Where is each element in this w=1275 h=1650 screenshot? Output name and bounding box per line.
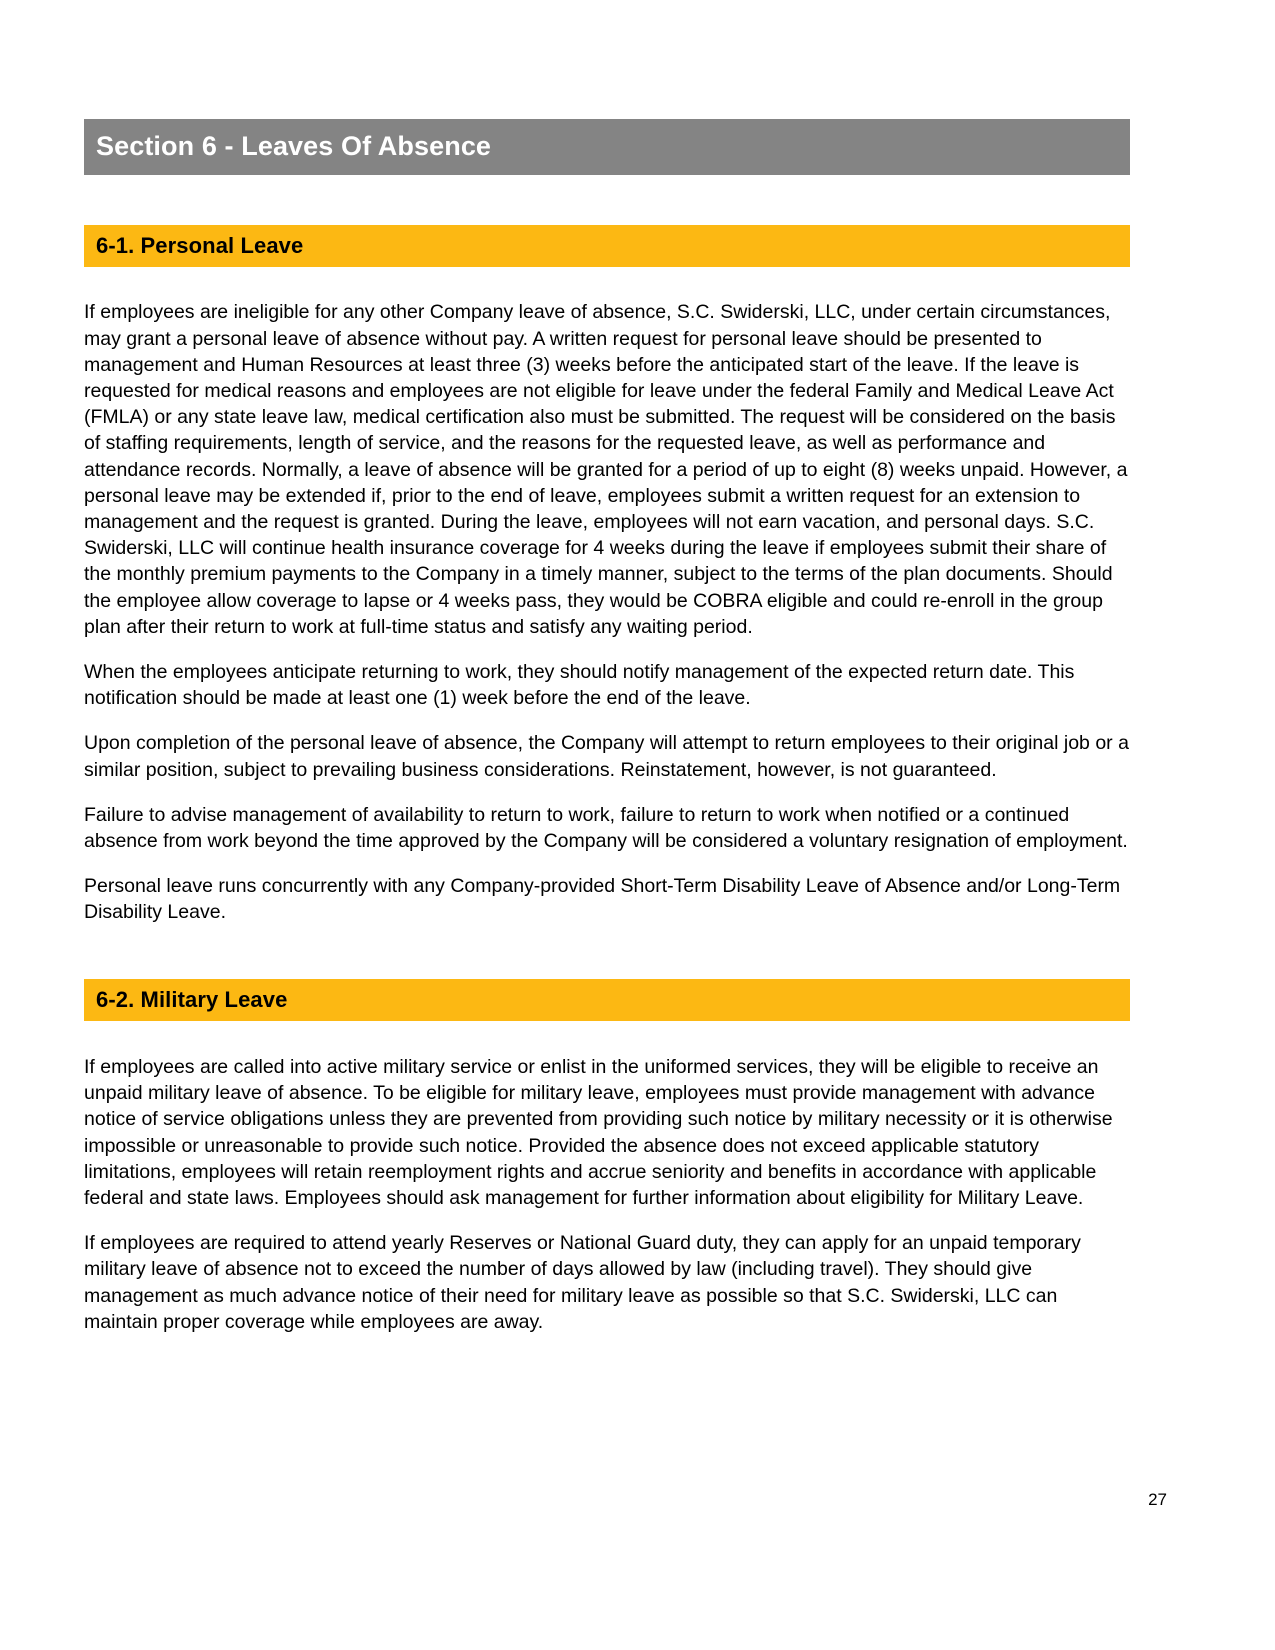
paragraph: Upon completion of the personal leave of absence, the Company will attempt to return employees to their original job or a similar position, subject to prevailing business considerations. Reinstatement, however, is not guaranteed.	[84, 732, 1129, 781]
paragraph: Failure to advise management of availability to return to work, failure to return to work when notified or a continued absence from work beyond the time approved by the Company will be considered a voluntary resignation of employment.	[84, 803, 1128, 852]
page-number: 27	[1148, 1490, 1167, 1509]
paragraph: Personal leave runs concurrently with any Company-provided Short-Term Disability Leave of Absence and/or Long-Term Disability Leave.	[84, 875, 1121, 924]
subsection-heading-6-2: 6-2. Military Leave	[84, 979, 1130, 1021]
section-banner: Section 6 - Leaves Of Absence	[84, 119, 1130, 175]
paragraph: If employees are ineligible for any other Company leave of absence, S.C. Swiderski, LLC, under certain circumstances, may grant a personal leave of absence without pay. A written request for personal leave should be presented to management and Human Resources at least three (3) weeks before the anticipated start of the leave. If the leave is requested for medical reasons and employees are not eligible for leave under the federal Family and Medical Leave Act (FMLA) or any state leave law, medical certification also must be submitted. The request will be considered on the basis of staffing requirements, length of service, and the reasons for the requested leave, as well as performance and attendance records. Normally, a leave of absence will be granted for a period of up to eight (8) weeks unpaid. However, a personal leave may be extended if, prior to the end of leave, employees submit a written request for an extension to management and the request is granted. During the leave, employees will not earn vacation, and personal days. S.C. Swiderski, LLC will continue health insurance coverage for 4 weeks during the leave if employees submit their share of the monthly premium payments to the Company in a timely manner, subject to the terms of the plan documents. Should the employee allow coverage to lapse or 4 weeks pass, they would be COBRA eligible and could re-enroll in the group plan after their return to work at full-time status and satisfy any waiting period.	[84, 301, 1128, 638]
subsection-6-2-body	[84, 1054, 1130, 1335]
paragraph: If employees are required to attend yearly Reserves or National Guard duty, they can apply for an unpaid temporary military leave of absence not to exceed the number of days allowed by law (including travel). They should give management as much advance notice of their need for military leave as possible so that S.C. Swiderski, LLC can maintain proper coverage while employees are away.	[84, 1232, 1081, 1333]
paragraph: When the employees anticipate returning to work, they should notify management of the expected return date. This notification should be made at least one (1) week before the end of the leave.	[84, 660, 1075, 710]
subsection-6-1-body	[84, 299, 1130, 925]
subsection-heading-6-1: 6-1. Personal Leave	[84, 225, 1130, 267]
page-content	[84, 0, 1130, 1335]
paragraph: If employees are called into active military service or enlist in the uniformed services, they will be eligible to receive an unpaid military leave of absence. To be eligible for military leave, employees must provide management with advance notice of service obligations unless they are prevented from providing such notice by military necessity or it is otherwise impossible or unreasonable to provide such notice. Provided the absence does not exceed applicable statutory limitations, employees will retain reemployment rights and accrue seniority and benefits in accordance with applicable federal and state laws. Employees should ask management for further information about eligibility for Military Leave.	[84, 1055, 1113, 1209]
